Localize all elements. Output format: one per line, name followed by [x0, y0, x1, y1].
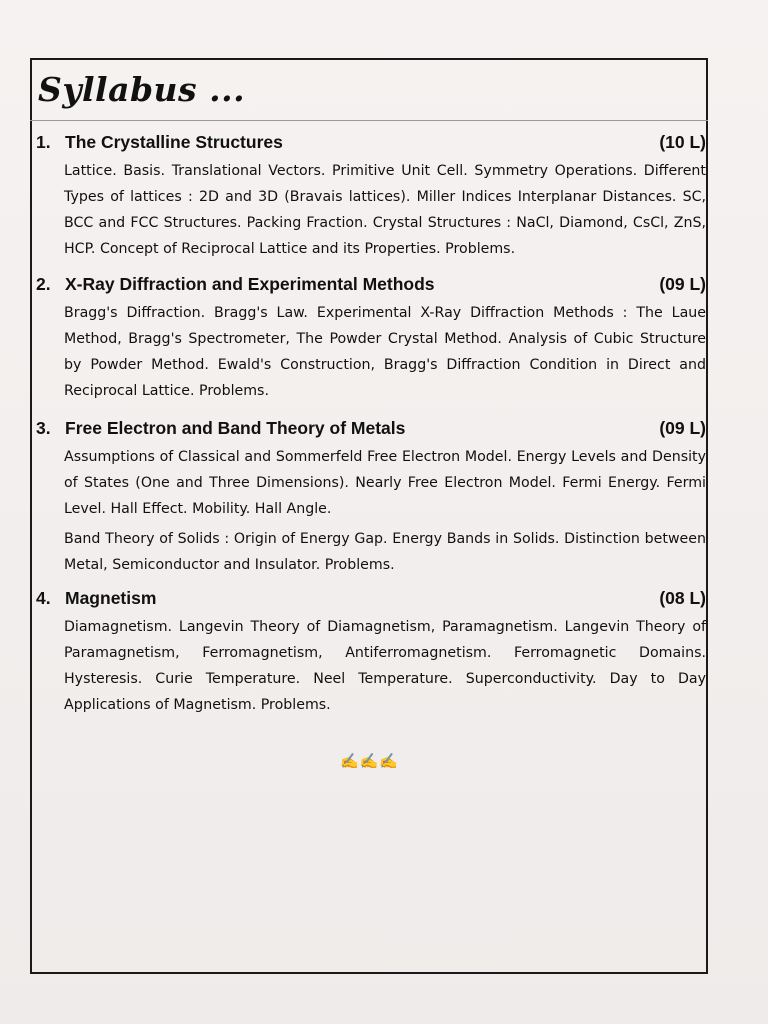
- section-paragraph: Band Theory of Solids : Origin of Energy Gap. Energy Bands in Solids. Distinction between Metal, Semiconductor and Insulator. Problems.: [64, 531, 706, 573]
- section-body: [64, 300, 706, 404]
- section-heading: [36, 588, 708, 614]
- section-hours: (10 L): [659, 132, 706, 152]
- section-title: X-Ray Diffraction and Experimental Methods: [65, 274, 435, 294]
- section-free-electron-band-theory: [36, 418, 708, 578]
- section-hours: (09 L): [659, 418, 706, 438]
- section-body: [64, 158, 706, 262]
- section-hours: (09 L): [659, 274, 706, 294]
- section-heading: [36, 132, 708, 158]
- section-heading: [36, 418, 708, 444]
- section-paragraph: Lattice. Basis. Translational Vectors. Primitive Unit Cell. Symmetry Operations. Different Types of lattices : 2D and 3D (Bravais lattices). Miller Indices Interplanar Distances. SC, BCC and FCC Structures. Packing Fraction. Crystal Structures : NaCl, Diamond, CsCl, ZnS, HCP. Concept of Reciprocal Lattice and its Properties. Problems.: [64, 163, 706, 257]
- section-title: The Crystalline Structures: [65, 132, 283, 152]
- section-paragraph: Diamagnetism. Langevin Theory of Diamagnetism, Paramagnetism. Langevin Theory of Paramagnetism, Ferromagnetism, Antiferromagnetism. Ferromagnetic Domains. Hysteresis. Curie Temperature. Neel Temperature. Superconductivity. Day to Day Applications of Magnetism. Problems.: [64, 619, 706, 713]
- section-number: 4.: [36, 588, 51, 608]
- section-magnetism: [36, 588, 708, 718]
- section-number: 1.: [36, 132, 51, 152]
- section-crystalline-structures: [36, 132, 708, 262]
- section-xray-diffraction: [36, 274, 708, 404]
- title-divider: [30, 120, 708, 121]
- section-hours: (08 L): [659, 588, 706, 608]
- section-title: Magnetism: [65, 588, 157, 608]
- section-number: 3.: [36, 418, 51, 438]
- section-number: 2.: [36, 274, 51, 294]
- page-title: Syllabus ...: [38, 70, 246, 109]
- end-of-section-mark: ✍✍✍: [340, 753, 400, 770]
- section-paragraph: Assumptions of Classical and Sommerfeld Free Electron Model. Energy Levels and Density of States (One and Three Dimensions). Nearly Free Electron Model. Fermi Energy. Fermi Level. Hall Effect. Mobility. Hall Angle.: [64, 449, 706, 517]
- section-body: [64, 614, 706, 718]
- section-heading: [36, 274, 708, 300]
- section-title: Free Electron and Band Theory of Metals: [65, 418, 406, 438]
- section-paragraph: Bragg's Diffraction. Bragg's Law. Experimental X-Ray Diffraction Methods : The Laue Method, Bragg's Spectrometer, The Powder Crystal Method. Analysis of Cubic Structure by Powder Method. Ewald's Construction, Bragg's Diffraction Condition in Direct and Reciprocal Lattice. Problems.: [64, 305, 706, 399]
- section-body: [64, 444, 706, 578]
